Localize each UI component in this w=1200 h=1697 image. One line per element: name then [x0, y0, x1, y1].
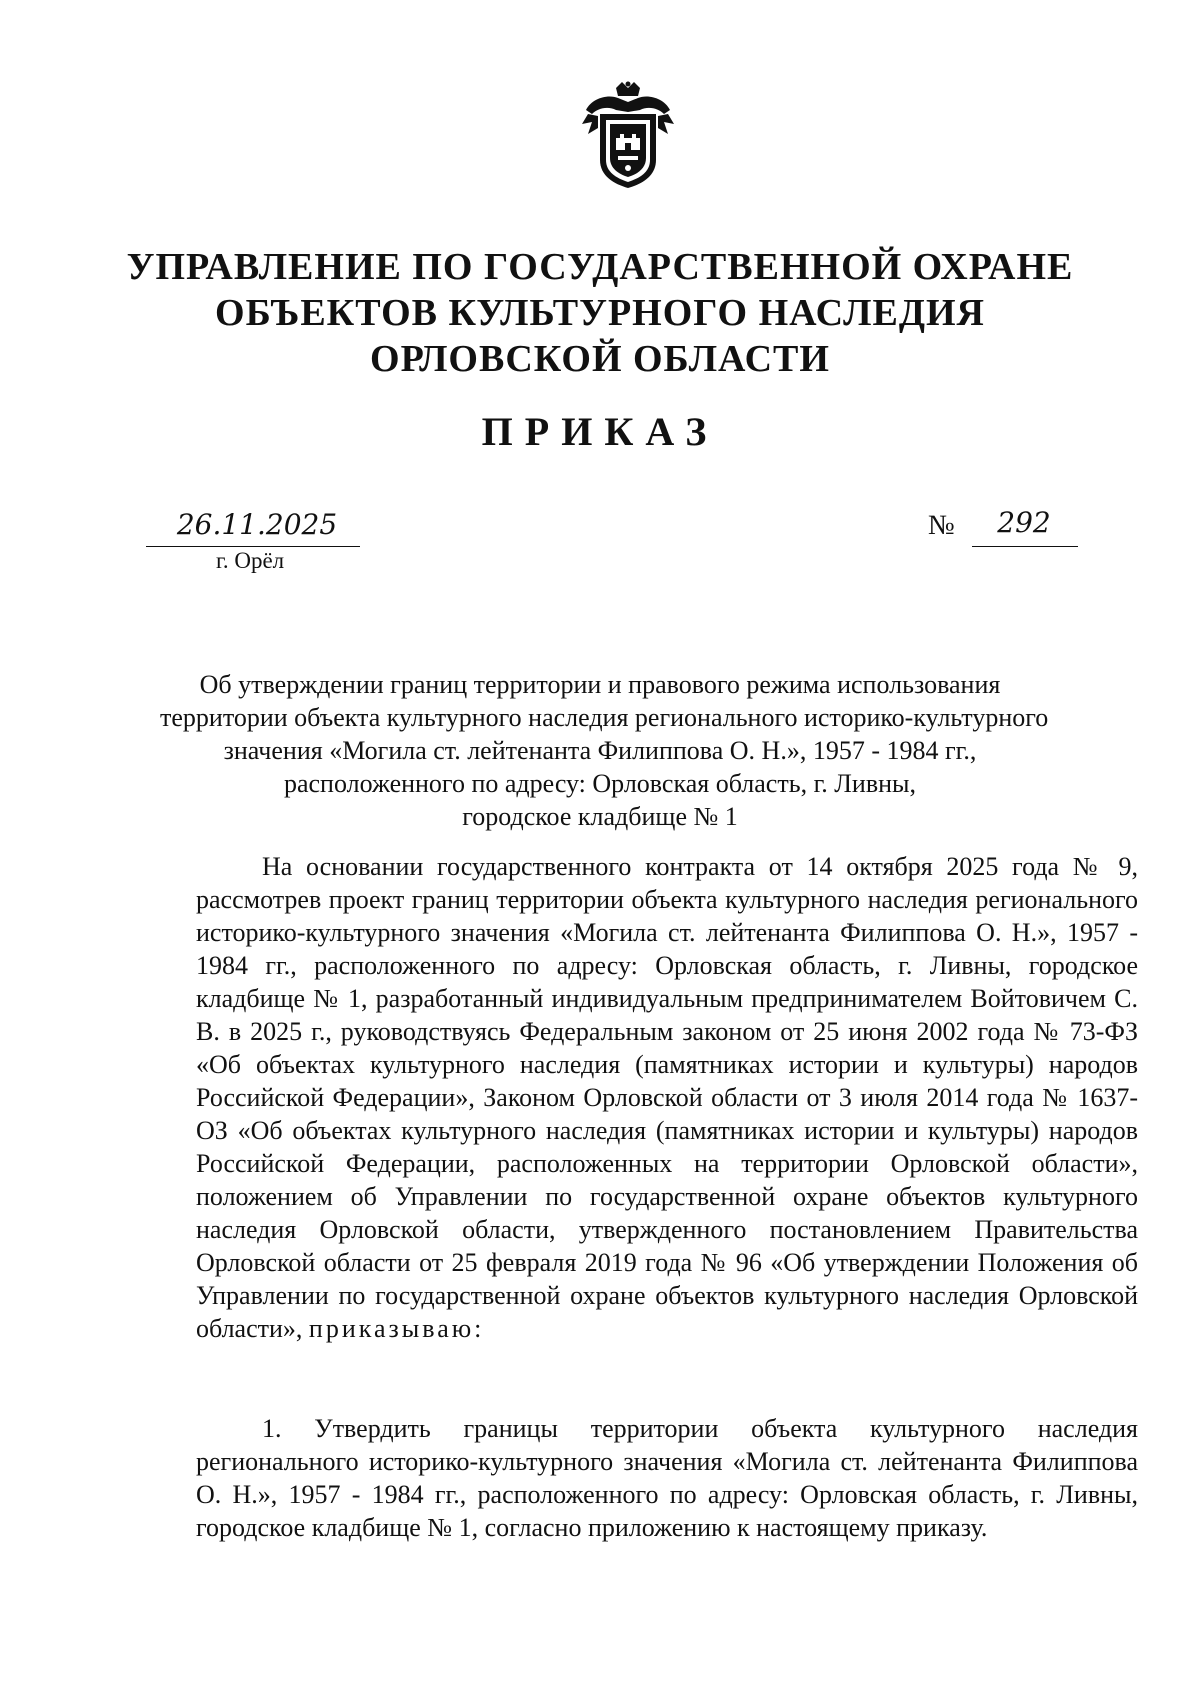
document-type-title: ПРИКАЗ	[481, 409, 719, 454]
organization-name-line-3: ОРЛОВСКОЙ ОБЛАСТИ	[370, 338, 830, 380]
subject-line: территории объекта культурного наследия регионального историко-культурного	[160, 703, 1049, 732]
preamble-paragraph	[196, 850, 1138, 1345]
number-underline	[972, 546, 1078, 547]
organization-name-line-1: УПРАВЛЕНИЕ ПО ГОСУДАРСТВЕННОЙ ОХРАНЕ	[126, 246, 1074, 288]
subject-line: расположенного по адресу: Орловская область, г. Ливны,	[283, 769, 917, 798]
organization-name-line-2: ОБЪЕКТОВ КУЛЬТУРНОГО НАСЛЕДИЯ	[215, 292, 985, 334]
order-verb: приказываю:	[308, 1314, 485, 1343]
date-underline	[146, 546, 360, 547]
city-label: г. Орёл	[216, 548, 285, 573]
preamble-text: На основании государственного контракта от 14 октября 2025 года № 9, рассмотрев проект границ территории объекта культурного наследия регионального историко-культурного значения «Могила ст. лейтенанта Филиппова О. Н.», 1957 - 1984 гг., расположенного по адресу: Орловская область, г. Ливны, городское кладбище № 1, разработанный индивидуальным предпринимателем Войтовичем С. В. в 2025 г., руководствуясь Федеральным законом от 25 июня 2002 года № 73-ФЗ «Об объектах культурного наследия (памятниках истории и культуры) народов Российской Федерации», Законом Орловской области от 3 июля 2014 года № 1637-ОЗ «Об объектах культурного наследия (памятниках истории и культуры) народов Российской Федерации, расположенных на территории Орловской области», положением об Управлении по государственной охране объектов культурного наследия Орловской области, утвержденного постановлением Правительства Орловской области от 25 февраля 2019 года № 96 «Об утверждении Положения об Управлении по государственной охране объектов культурного наследия Орловской области»,	[196, 852, 1138, 1343]
coat-of-arms-emblem-icon	[578, 80, 678, 192]
number-label: №	[928, 510, 955, 541]
subject-line: городское кладбище № 1	[462, 802, 738, 831]
subject-line: Об утверждении границ территории и правового режима использования	[199, 670, 1001, 699]
order-subject	[160, 668, 1049, 833]
order-item-1	[196, 1412, 1138, 1544]
order-date: 26.11.2025	[176, 508, 338, 541]
order-number: 292	[997, 506, 1051, 539]
subject-line: значения «Могила ст. лейтенанта Филиппова О. Н.», 1957 - 1984 гг.,	[223, 736, 977, 765]
order-item-text: 1. Утвердить границы территории объекта культурного наследия регионального историко-культурного значения «Могила ст. лейтенанта Филиппова О. Н.», 1957 - 1984 гг., расположенного по адресу: Орловская область, г. Ливны, городское кладбище № 1, согласно приложению к настоящему приказу.	[196, 1414, 1138, 1542]
order-preamble	[196, 850, 1138, 1345]
